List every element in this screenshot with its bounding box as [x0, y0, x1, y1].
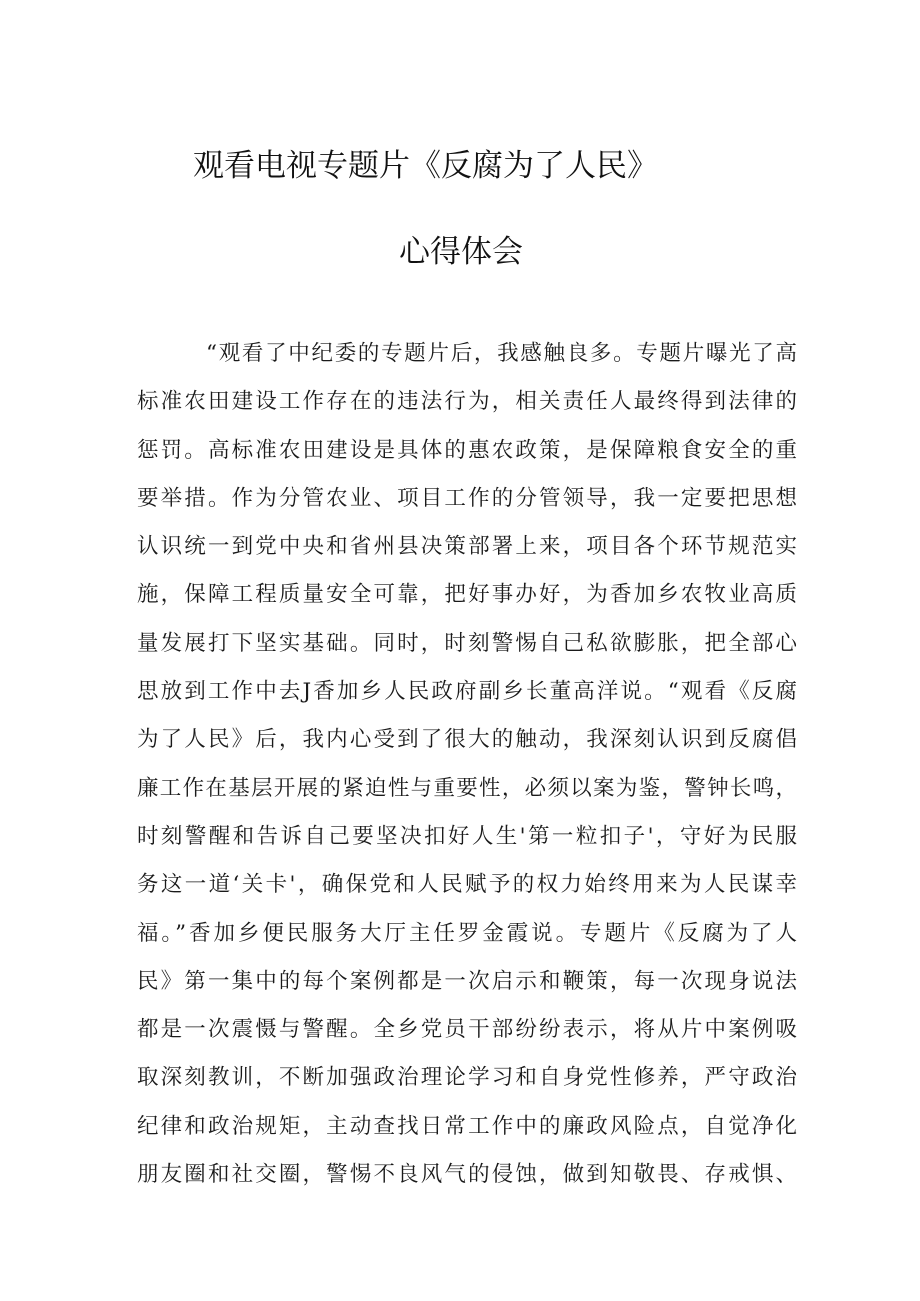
body-line: 纪律和政治规矩，主动查找日常工作中的廉政风险点，自觉净化 — [137, 1113, 797, 1139]
body-line: 取深刻教训，不断加强政治理论学习和自身党性修养，严守政治 — [137, 1065, 797, 1091]
body-line: 民》第一集中的每个案例都是一次启示和鞭策，每一次现身说法 — [137, 968, 797, 994]
body-line: 惩罚。高标准农田建设是具体的惠农政策，是保障粮食安全的重 — [137, 437, 797, 463]
body-line: 思放到工作中去J香加乡人民政府副乡长董高洋说。“观看《反腐 — [137, 679, 797, 705]
document-title-line-1: 观看电视专题片《反腐为了人民》 — [193, 148, 658, 184]
body-line: 务这一道‘关卡'，确保党和人民赋予的权力始终用来为人民谋幸 — [137, 872, 797, 898]
body-line: 朋友圈和社交圈，警惕不良风气的侵蚀，做到知敬畏、存戒惧、 — [137, 1162, 797, 1188]
body-line: 福。”香加乡便民服务大厅主任罗金霞说。专题片《反腐为了人 — [137, 920, 797, 946]
body-line: 认识统一到党中央和省州县决策部署上来，项目各个环节规范实 — [137, 534, 797, 560]
body-line: 要举措。作为分管农业、项目工作的分管领导，我一定要把思想 — [137, 485, 797, 511]
body-line: 量发展打下坚实基础。同时，时刻警惕自己私欲膨胀，把全部心 — [137, 630, 797, 656]
document-body — [137, 330, 797, 1199]
body-line: 都是一次震慑与警醒。全乡党员干部纷纷表示，将从片中案例吸 — [137, 1017, 797, 1043]
body-line: 时刻警醒和告诉自己要坚决扣好人生'第一粒扣子'，守好为民服 — [137, 823, 797, 849]
body-line: “观看了中纪委的专题片后，我感触良多。专题片曝光了高 — [206, 341, 797, 366]
body-line: 标准农田建设工作存在的违法行为，相关责任人最终得到法律的 — [137, 389, 797, 415]
body-line: 施，保障工程质量安全可靠，把好事办好，为香加乡农牧业高质 — [137, 582, 797, 608]
body-line: 廉工作在基层开展的紧迫性与重要性，必须以案为鉴，警钟长鸣， — [137, 775, 797, 801]
body-line: 为了人民》后，我内心受到了很大的触动，我深刻认识到反腐倡 — [137, 727, 797, 753]
document-title-line-2: 心得体会 — [399, 234, 523, 270]
